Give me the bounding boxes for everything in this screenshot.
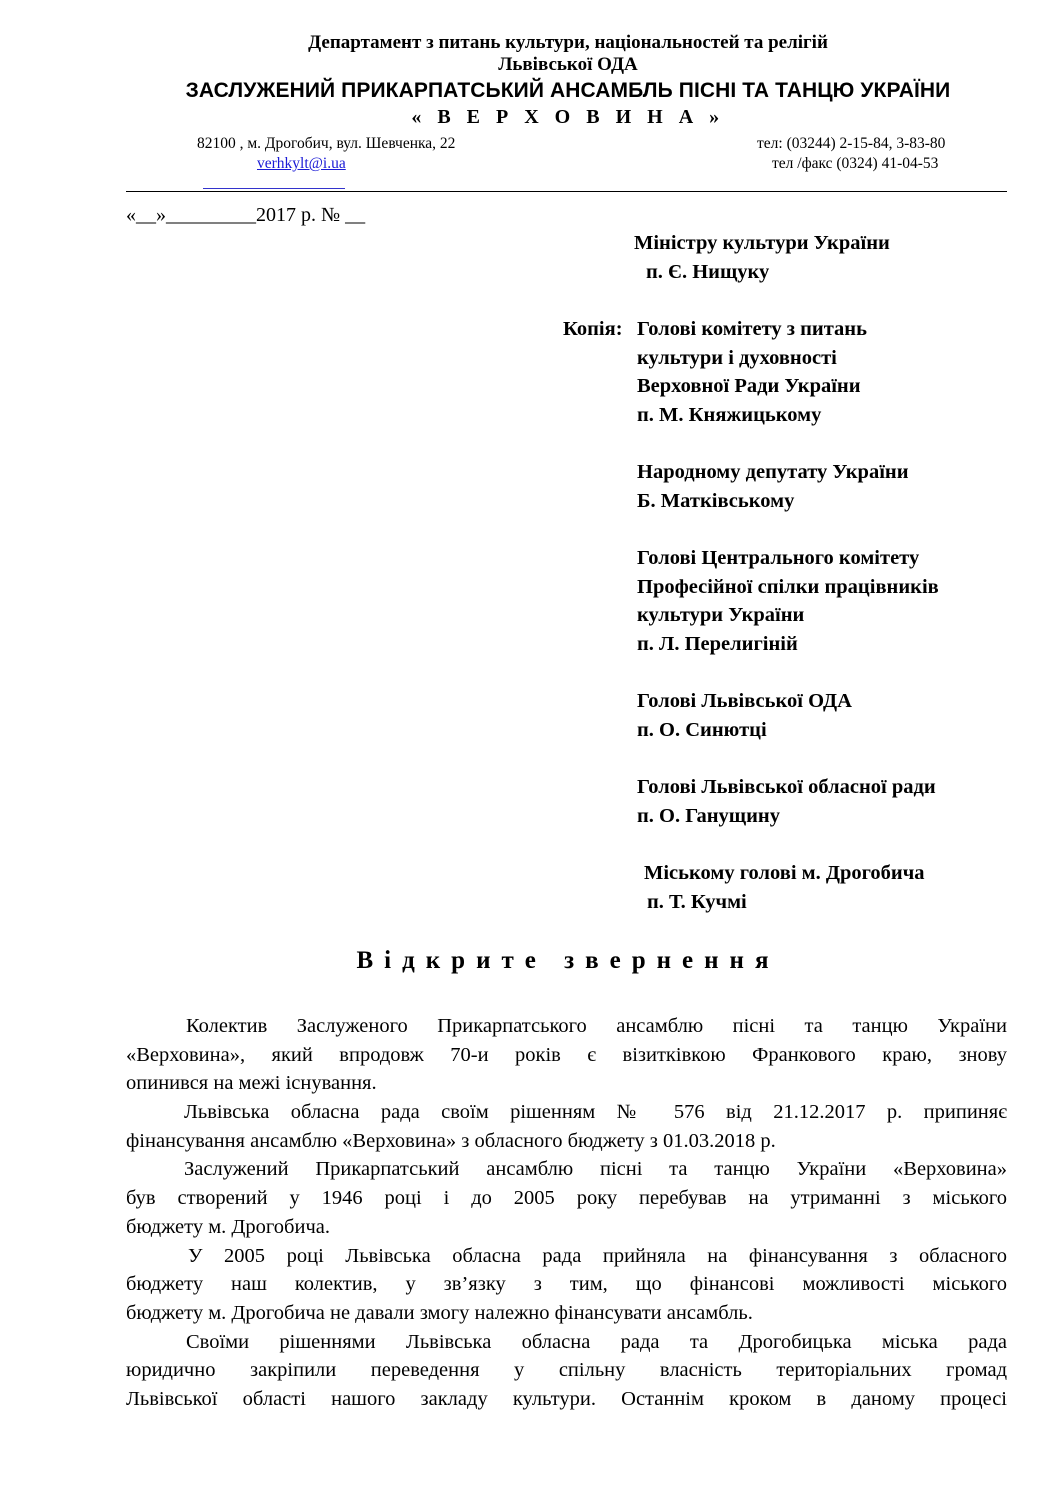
paragraph-1-line-2: «Верховина», який впродовж 70-и років є візитківкою Франкового краю, знову xyxy=(126,1043,1007,1066)
recipient-committee-name: п. М. Княжицькому xyxy=(637,404,822,427)
recipient-committee-line-3: Верховної Ради України xyxy=(637,375,861,398)
phone-numbers: тел: (03244) 2-15-84, 3-83-80 xyxy=(757,135,946,152)
ensemble-title: « В Е Р Х О В И Н А » xyxy=(411,106,725,128)
paragraph-2-line-1: Львівська обласна рада своїм рішенням № 576 від 21.12.2017 р. припиняє xyxy=(184,1101,1007,1124)
recipient-committee xyxy=(637,315,867,430)
letterhead-divider xyxy=(126,191,1007,192)
paragraph-4-line-3: бюджету м. Дрогобича не давали змогу належно фінансувати ансамбль. xyxy=(126,1301,753,1324)
recipient-regional-council-name: п. О. Ганущину xyxy=(637,804,780,827)
paragraph-4-line-2: бюджету наш колектив, у зв’язку з тим, що фінансові можливості міського xyxy=(126,1273,1007,1296)
document-title: Відкрите звернення xyxy=(356,947,780,974)
fax-number: тел /факс (0324) 41-04-53 xyxy=(772,155,939,172)
paragraph-3-line-1: Заслужений Прикарпатський ансамблю пісні та танцю України «Верховина» xyxy=(184,1158,1007,1181)
paragraph-3-line-2: був створений у 1946 році і до 2005 року перебував на утриманні з міського xyxy=(126,1187,1007,1210)
paragraph-5-line-2: юридично закріпили переведення у спільну власність територіальних громад xyxy=(126,1359,1007,1382)
recipient-oda-title: Голові Львівської ОДА xyxy=(637,690,852,712)
email-link[interactable]: verhkylt@i.ua xyxy=(257,155,346,172)
recipient-oda-name: п. О. Синютці xyxy=(637,718,767,741)
recipient-committee-line-1: Голові комітету з питань xyxy=(637,318,867,340)
recipient-minister xyxy=(634,229,890,286)
paragraph-5-line-1: Своїми рішеннями Львівська обласна рада та Дрогобицька міська рада xyxy=(186,1330,1007,1353)
postal-address: 82100 , м. Дрогобич, вул. Шевченка, 22 xyxy=(197,135,456,152)
recipient-deputy-title: Народному депутату України xyxy=(637,461,909,483)
recipient-mayor-name: п. Т. Кучмі xyxy=(647,890,747,913)
recipient-mayor xyxy=(644,859,925,916)
recipient-oda xyxy=(637,687,852,744)
department-line-1: Департамент з питань культури, національностей та релігій xyxy=(308,32,828,53)
recipient-regional-council-title: Голові Львівської обласної ради xyxy=(637,776,936,798)
paragraph-1-line-3: опинився на межі існування. xyxy=(126,1072,377,1095)
email-underline-rule xyxy=(203,188,345,189)
paragraph-1-line-1: Колектив Заслуженого Прикарпатського ансамблю пісні та танцю України xyxy=(186,1015,1007,1037)
recipient-committee-line-2: культури і духовності xyxy=(637,346,837,369)
paragraph-2-line-2: фінансування ансамблю «Верховина» з обласного бюджету з 01.03.2018 р. xyxy=(126,1129,776,1152)
recipient-union-line-3: культури України xyxy=(637,604,805,627)
paragraph-5-line-3: Львівської області нашого закладу культури. Останнім кроком в даному процесі xyxy=(126,1387,1007,1410)
paragraph-4-line-1: У 2005 році Львівська обласна рада прийняла на фінансування з обласного xyxy=(188,1244,1007,1267)
recipient-union-name: п. Л. Перелигіній xyxy=(637,633,798,656)
date-and-number-line: «__»_________2017 р. № __ xyxy=(126,204,366,226)
recipient-deputy-name: Б. Матківському xyxy=(637,489,795,512)
recipient-minister-title: Міністру культури України xyxy=(634,232,890,254)
recipient-regional-council xyxy=(637,773,936,830)
body-text xyxy=(126,1012,1007,1414)
recipient-union-line-2: Професійної спілки працівників xyxy=(637,575,939,598)
recipient-minister-name: п. Є. Нищуку xyxy=(646,260,770,283)
recipient-deputy xyxy=(637,458,909,515)
ensemble-name: ЗАСЛУЖЕНИЙ ПРИКАРПАТСЬКИЙ АНСАМБЛЬ ПІСНІ ТА ТАНЦЮ УКРАЇНИ xyxy=(185,79,951,102)
recipient-union xyxy=(637,544,939,659)
recipient-union-line-1: Голові Центрального комітету xyxy=(637,547,920,569)
paragraph-3-line-3: бюджету м. Дрогобича. xyxy=(126,1215,330,1238)
copy-label: Копія: xyxy=(563,318,623,340)
department-line-2: Львівської ОДА xyxy=(498,54,638,75)
recipient-mayor-title: Міському голові м. Дрогобича xyxy=(644,862,925,884)
